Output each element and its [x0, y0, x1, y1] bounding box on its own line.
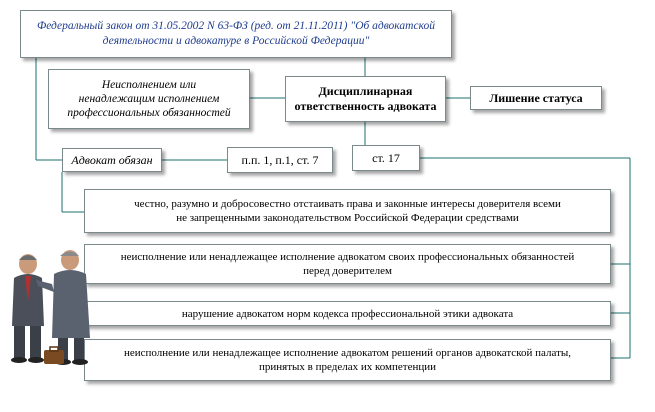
obligation-item-line1: честно, разумно и добросовестно отстаивать права и законные интересы доверителя всеми: [134, 198, 561, 210]
obligation-item: [84, 189, 611, 233]
article-17-reference-box: [352, 145, 420, 171]
nonperformance-line3: профессиональных обязанностей: [67, 107, 231, 119]
violation-item: [84, 301, 611, 326]
violation-item-line1: нарушение адвокатом норм кодекса профессиональной этики адвоката: [181, 307, 514, 320]
disciplinary-line2: ответственность адвоката: [294, 99, 437, 113]
article-7-reference: п.п. 1, п.1, ст. 7: [241, 152, 319, 167]
violation-item-line2: перед доверителем: [303, 265, 392, 277]
law-title-line2: деятельности и адвокатуре в Российской Федерации": [102, 35, 370, 47]
status-loss-label: Лишение статуса: [489, 90, 583, 105]
article-7-reference-box: [227, 147, 333, 173]
article-17-reference: ст. 17: [372, 150, 400, 165]
violation-item: [84, 244, 611, 284]
nonperformance-box: [48, 69, 250, 129]
violation-item: [84, 339, 611, 381]
law-title-box: [20, 10, 452, 58]
status-loss-box: [470, 86, 602, 110]
disciplinary-responsibility-box: [285, 76, 446, 122]
lawyer-obliged-label: Адвокат обязан: [71, 152, 153, 167]
violation-item-line1: неисполнение или ненадлежащее исполнение адвокатом решений органов адвокатской палаты,: [123, 347, 572, 359]
violation-item-line1: неисполнение или ненадлежащее исполнение адвокатом своих профессиональных обязанностей: [120, 251, 575, 263]
nonperformance-line2: ненадлежащим исполнением: [78, 93, 220, 105]
disciplinary-line1: Дисциплинарная: [318, 84, 413, 98]
lawyer-obliged-box: [62, 148, 162, 172]
obligation-item-line2: не запрещенными законодательством Российской Федерации средствами: [176, 212, 519, 224]
violation-item-line2: принятых в пределах их компетенции: [258, 361, 436, 373]
arguing-people-illustration: [8, 246, 98, 372]
nonperformance-line1: Неисполнением или: [101, 79, 197, 91]
law-title-line1: Федеральный закон от 31.05.2002 N 63-ФЗ (ред. от 21.11.2011) "Об адвокатской: [36, 20, 436, 32]
